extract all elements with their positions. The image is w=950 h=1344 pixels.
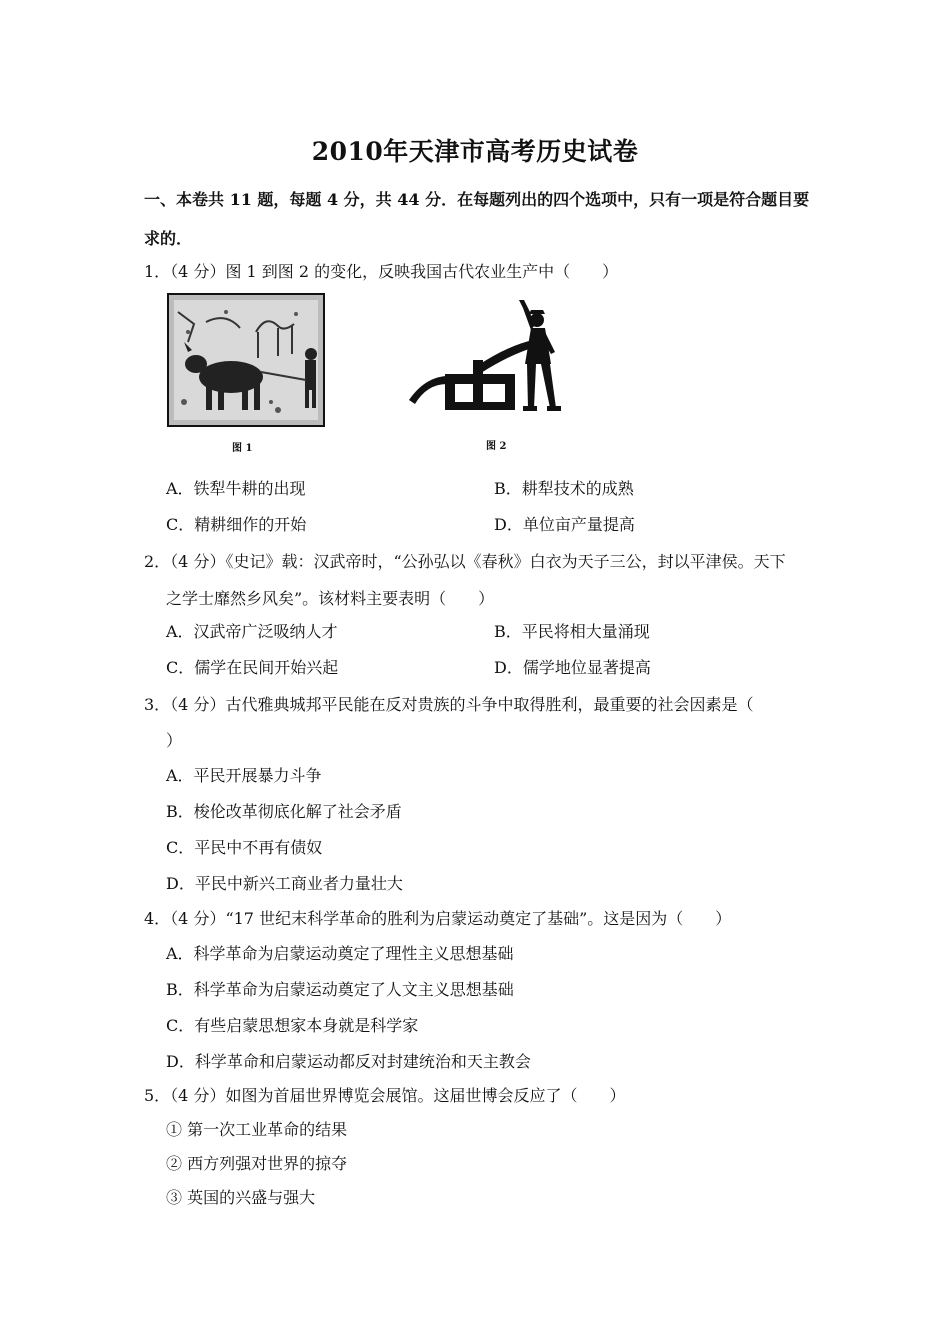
- section-instruction-line2: 求的．: [144, 229, 193, 248]
- q2-stem-line2: 之学士靡然乡风矣”。该材料主要表明（ ）: [166, 589, 495, 608]
- q5-item-1: ① 第一次工业革命的结果: [166, 1120, 348, 1139]
- q2-option-b[interactable]: B．平民将相大量涌现: [494, 622, 650, 641]
- q1-stem: 1．（4 分）图 1 到图 2 的变化，反映我国古代农业生产中（ ）: [144, 262, 619, 281]
- page-title: 2010年天津市高考历史试卷: [311, 137, 639, 166]
- section-instruction-line1: 一、本卷共 11 题，每题 4 分，共 44 分．在每题列出的四个选项中，只有一项是符合题目要: [144, 190, 810, 209]
- figure-2-caption: 图 2: [486, 441, 507, 452]
- q3-option-b[interactable]: B．梭伦改革彻底化解了社会矛盾: [166, 802, 402, 821]
- q1-option-c[interactable]: C．精耕细作的开始: [166, 515, 307, 534]
- q4-stem: 4．（4 分）“17 世纪末科学革命的胜利为启蒙运动奠定了基础”。这是因为（ ）: [144, 909, 732, 928]
- q2-option-c[interactable]: C．儒学在民间开始兴起: [166, 658, 339, 677]
- q4-option-a[interactable]: A．科学革命为启蒙运动奠定了理性主义思想基础: [166, 944, 514, 963]
- q3-option-c[interactable]: C．平民中不再有债奴: [166, 838, 323, 857]
- figure-1-caption: 图 1: [232, 443, 253, 454]
- q4-option-d[interactable]: D．科学革命和启蒙运动都反对封建统治和天主教会: [166, 1052, 531, 1071]
- q4-option-b[interactable]: B．科学革命为启蒙运动奠定了人文主义思想基础: [166, 980, 514, 999]
- q2-option-a[interactable]: A．汉武帝广泛吸纳人才: [166, 622, 338, 641]
- figure-1-ox-plough-image: [166, 292, 326, 428]
- q1-option-a[interactable]: A．铁犁牛耕的出现: [166, 479, 306, 498]
- q3-option-a[interactable]: A．平民开展暴力斗争: [166, 766, 322, 785]
- figure-2-curved-plough-image: [405, 300, 570, 418]
- q5-stem: 5．（4 分）如图为首届世界博览会展馆。这届世博会反应了（ ）: [144, 1086, 626, 1105]
- q2-option-d[interactable]: D．儒学地位显著提高: [494, 658, 651, 677]
- q1-option-d[interactable]: D．单位亩产量提高: [494, 515, 635, 534]
- q3-option-d[interactable]: D．平民中新兴工商业者力量壮大: [166, 874, 403, 893]
- q3-stem-line2: ）: [166, 731, 183, 750]
- q1-option-b[interactable]: B．耕犁技术的成熟: [494, 479, 634, 498]
- q3-stem-line1: 3．（4 分）古代雅典城邦平民能在反对贵族的斗争中取得胜利，最重要的社会因素是（: [144, 695, 754, 714]
- q4-option-c[interactable]: C．有些启蒙思想家本身就是科学家: [166, 1016, 419, 1035]
- q5-item-2: ② 西方列强对世界的掠夺: [166, 1154, 348, 1173]
- q2-stem-line1: 2．（4 分）《史记》载：汉武帝时，“公孙弘以《春秋》白衣为天子三公，封以平津侯。天下: [144, 552, 786, 571]
- q5-item-3: ③ 英国的兴盛与强大: [166, 1188, 316, 1207]
